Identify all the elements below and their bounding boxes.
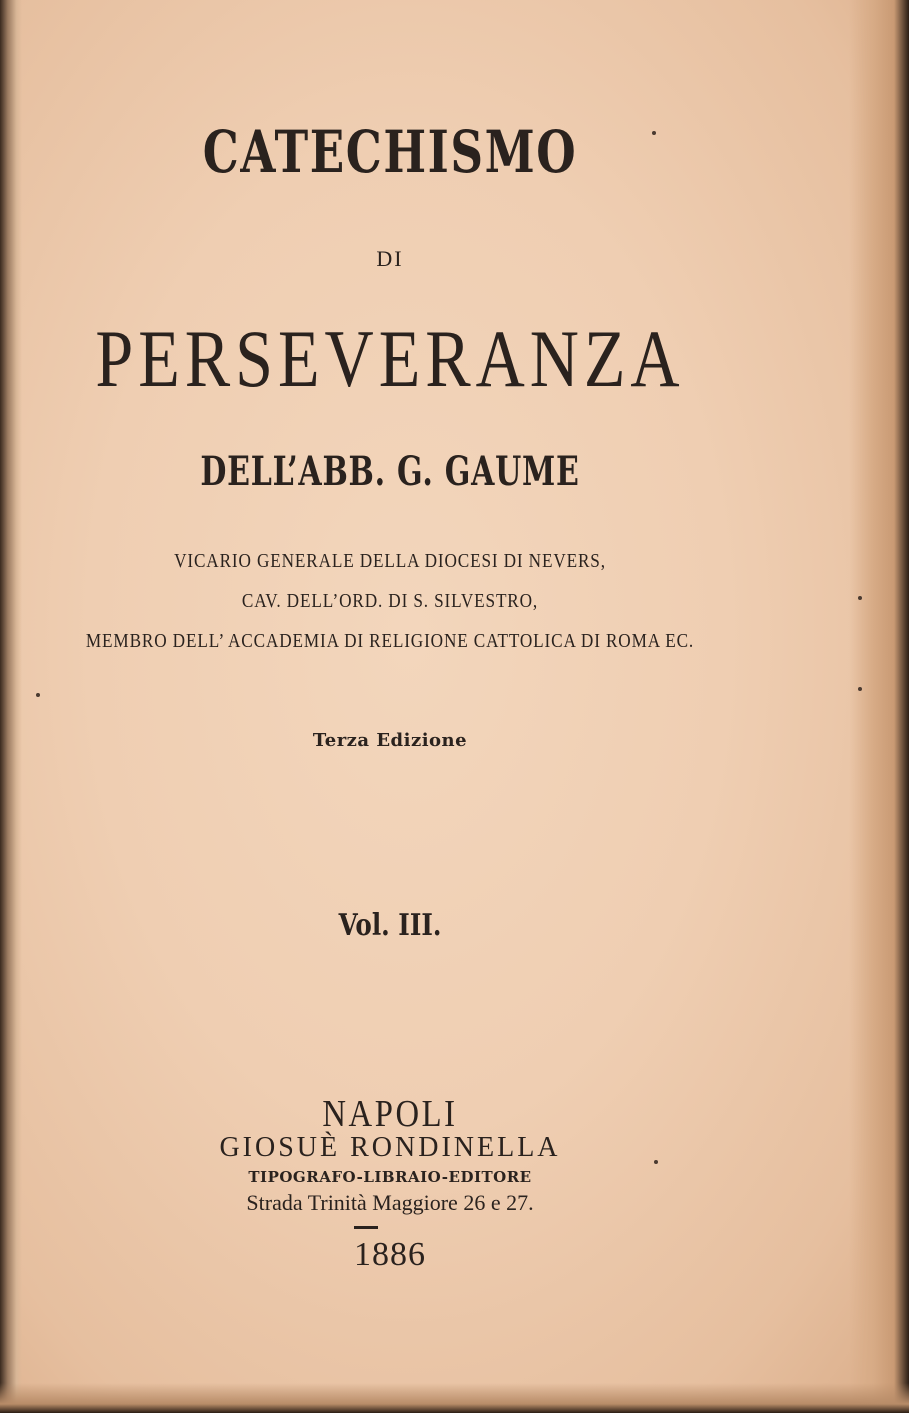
imprint-publisher: GIOSUÈ RONDINELLA — [219, 1132, 561, 1163]
paper-speck — [858, 687, 862, 691]
imprint-address: Strada Trinità Maggiore 26 e 27. — [246, 1190, 534, 1215]
author-name: DELL’ABB. G. GAUME — [200, 448, 580, 495]
page-right-edge — [849, 0, 909, 1413]
paper-speck — [36, 693, 40, 697]
paper-speck — [654, 1160, 658, 1164]
author-credential: CAV. DELL’ORD. DI S. SILVESTRO, — [241, 590, 539, 612]
book-title: CATECHISMO — [202, 118, 578, 186]
edition-label: Terza Edizione — [312, 730, 468, 751]
volume-label: Vol. III. — [338, 908, 442, 943]
author-credential: MEMBRO DELL’ ACCADEMIA DI RELIGIONE CATTOLICA DI ROMA EC. — [85, 630, 695, 652]
imprint-year: 1886 — [354, 1236, 426, 1273]
title-connector: DI — [376, 246, 404, 271]
paper-speck — [652, 131, 656, 135]
imprint-rule — [354, 1226, 378, 1229]
book-subject: PERSEVERANZA — [95, 313, 685, 404]
page-bottom-edge — [0, 1383, 909, 1413]
imprint-profession: TIPOGRAFO-LIBRAIO-EDITORE — [248, 1168, 532, 1186]
paper-speck — [858, 596, 862, 600]
author-credential: VICARIO GENERALE DELLA DIOCESI DI NEVERS, — [174, 550, 606, 572]
imprint-city: NAPOLI — [322, 1093, 458, 1135]
